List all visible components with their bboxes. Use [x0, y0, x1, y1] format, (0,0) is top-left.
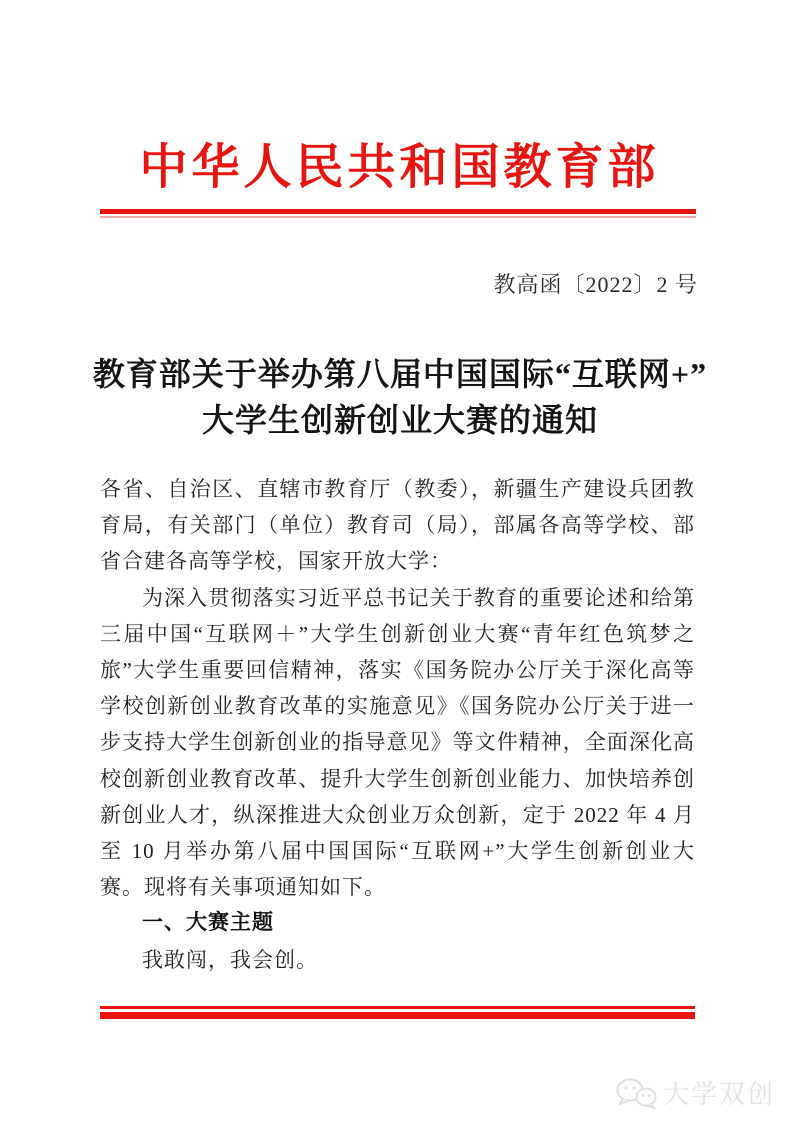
salutation-paragraph: 各省、自治区、直辖市教育厅（教委），新疆生产建设兵团教育局，有关部门（单位）教育司（局），部属各高等学校、部省合建各高等学校，国家开放大学： — [100, 477, 695, 574]
letterhead-org-name: 中华人民共和国教育部 — [139, 141, 660, 194]
footer-rule-thick — [100, 1012, 695, 1019]
footer-rule-thin — [100, 1006, 695, 1009]
watermark — [615, 1074, 775, 1111]
section-body: 我敢闯，我会创。 — [142, 947, 318, 972]
document-title-line-2: 大学生创新创业大赛的通知 — [201, 402, 598, 438]
document-title — [60, 351, 740, 443]
main-paragraph: 为深入贯彻落实习近平总书记关于教育的重要论述和给第三届中国“互联网＋”大学生创新创业大赛“青年红色筑梦之旅”大学生重要回信精神，落实《国务院办公厅关于深化高等学校创新创业教育改革的实施意见》《国务院办公厅关于进一步支持大学生创新创业的指导意见》等文件精神，全面深化高校创新创业教育改革、提升大学生创新创业能力、加快培养创新创业人才，纵深推进大众创业万众创新，定于 2022 年 4 月至 10 月举办第八届中国国际“互联网+”大学生创新创业大赛。现将有关事项通知如下。 — [100, 585, 695, 900]
document-body — [100, 471, 695, 978]
section-heading: 一、大赛主题 — [142, 911, 274, 935]
document-number: 教高函〔2022〕2 号 — [493, 272, 698, 297]
letterhead-rule-thick — [100, 209, 696, 214]
wechat-icon — [615, 1077, 657, 1109]
watermark-label: 大学双创 — [662, 1079, 775, 1109]
document-title-line-1: 教育部关于举办第八届中国国际“互联网+” — [92, 356, 708, 392]
letterhead-rule-thin — [100, 216, 696, 218]
